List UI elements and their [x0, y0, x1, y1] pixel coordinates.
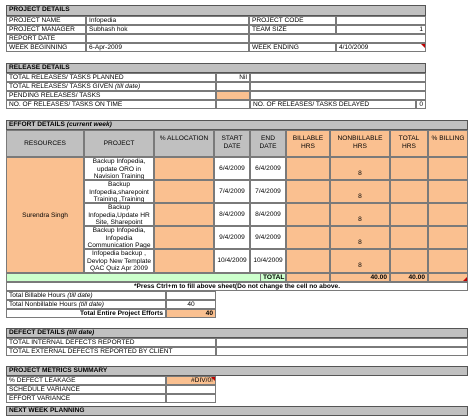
nonbillable-total-label-text: Total Nonbillable Hours: [9, 301, 77, 308]
col-billable-hrs[interactable]: BILLABLE HRS: [286, 130, 330, 157]
releases-planned-cell[interactable]: Nil: [216, 73, 250, 82]
effort-start-cell[interactable]: 7/4/2009: [214, 180, 250, 203]
effort-details-header-row: [6, 120, 468, 130]
defect-details-header-row: [6, 328, 468, 338]
total-billing-cell[interactable]: [428, 273, 468, 282]
col-end-date[interactable]: END DATE: [250, 130, 286, 157]
defect-leakage-row: [6, 376, 216, 385]
billable-total-label-text: Total Billable Hours: [9, 292, 66, 299]
schedule-variance-cell[interactable]: [166, 385, 216, 394]
project-name-label[interactable]: PROJECT NAME: [6, 16, 86, 25]
defect-leakage-cell[interactable]: [166, 376, 216, 385]
releases-given-cell[interactable]: [216, 82, 250, 91]
effort-start-cell[interactable]: 8/4/2009: [214, 203, 250, 226]
effort-billable-cell[interactable]: [286, 180, 330, 203]
releases-given-label[interactable]: [6, 82, 216, 91]
effort-row: [84, 180, 468, 203]
effort-billing-cell[interactable]: [428, 157, 468, 180]
col-start-date[interactable]: START DATE: [214, 130, 250, 157]
effort-total-cell[interactable]: [390, 180, 428, 203]
on-time-label[interactable]: NO. OF RELEASES/ TASKS ON TIME: [6, 100, 216, 109]
effort-variance-row: [6, 394, 216, 403]
effort-allocation-cell[interactable]: [154, 157, 214, 180]
nonbillable-total-cell[interactable]: 40: [166, 300, 216, 309]
col-nonbillable-hrs[interactable]: NONBILLABLE HRS: [330, 130, 390, 157]
project-code-label[interactable]: PROJECT CODE: [249, 16, 336, 25]
effort-total-cell[interactable]: [390, 226, 428, 249]
releases-planned-row: [6, 73, 426, 82]
project-name-cell[interactable]: Infopedia: [86, 16, 249, 25]
efforts-total-row: [6, 309, 216, 318]
metrics-header-row: [6, 366, 468, 376]
schedule-variance-label[interactable]: SCHEDULE VARIANCE: [6, 385, 166, 394]
releases-planned-filler[interactable]: [250, 73, 426, 82]
effort-project-cell[interactable]: Backup Infopedia,Update HR Site, Sharepoint: [84, 203, 154, 226]
week-ending-label[interactable]: WEEK ENDING: [249, 43, 336, 52]
effort-allocation-cell[interactable]: [154, 203, 214, 226]
effort-billing-cell[interactable]: [428, 249, 468, 273]
delayed-cell[interactable]: 0: [416, 100, 426, 109]
delayed-label[interactable]: NO. OF RELEASES/ TASKS DELAYED: [250, 100, 416, 109]
effort-total-cell[interactable]: [390, 249, 428, 273]
effort-end-cell[interactable]: 8/4/2009: [250, 203, 286, 226]
effort-total-cell[interactable]: [390, 203, 428, 226]
effort-billing-cell[interactable]: [428, 226, 468, 249]
total-nonbillable-cell[interactable]: 40.00: [330, 273, 390, 282]
effort-end-cell[interactable]: 7/4/2009: [250, 180, 286, 203]
report-date-filler[interactable]: [249, 34, 426, 43]
comment-indicator-icon: [463, 277, 467, 281]
billable-total-row: [6, 291, 216, 300]
col-allocation[interactable]: % ALLOCATION: [154, 130, 214, 157]
comment-indicator-icon: [211, 377, 215, 381]
releases-given-filler[interactable]: [250, 82, 426, 91]
effort-billable-cell[interactable]: [286, 157, 330, 180]
effort-variance-label[interactable]: EFFORT VARIANCE: [6, 394, 166, 403]
billable-total-note: (till date): [67, 292, 93, 299]
defect-leakage-value: #DIV/0!: [191, 377, 213, 384]
effort-row: [84, 226, 468, 249]
defect-details-title[interactable]: [6, 328, 468, 338]
report-date-label[interactable]: REPORT DATE: [6, 34, 86, 43]
release-details-title[interactable]: RELEASE DETAILS: [6, 63, 426, 73]
effort-billable-cell[interactable]: [286, 203, 330, 226]
total-label[interactable]: TOTAL: [260, 273, 286, 282]
effort-start-cell[interactable]: 6/4/2009: [214, 157, 250, 180]
on-time-row: [6, 100, 426, 109]
effort-nonbillable-cell[interactable]: 8: [330, 226, 390, 249]
effort-nonbillable-cell[interactable]: 8: [330, 157, 390, 180]
defect-details-note: (till date): [66, 329, 95, 336]
defect-details-title-text: DEFECT DETAILS: [9, 329, 65, 336]
effort-project-cell[interactable]: Backup Infopedia,sharepoint Training ,Training: [84, 180, 154, 203]
pending-releases-cell[interactable]: [216, 91, 250, 100]
effort-project-cell[interactable]: Backup Infopedia, Infopedia Communication Page: [84, 226, 154, 249]
effort-project-cell[interactable]: Infopedia backup , Devlop New Template QAC Quiz Apr 2009: [84, 249, 154, 273]
release-details-header-row: [6, 63, 426, 73]
project-name-row: [6, 16, 426, 25]
releases-planned-label[interactable]: TOTAL RELEASES/ TASKS PLANNED: [6, 73, 216, 82]
col-total-hrs[interactable]: TOTAL HRS: [390, 130, 428, 157]
effort-end-cell[interactable]: 9/4/2009: [250, 226, 286, 249]
external-defects-cell[interactable]: [216, 347, 468, 356]
internal-defects-label[interactable]: TOTAL INTERNAL DEFECTS REPORTED: [6, 338, 216, 347]
project-manager-row: [6, 25, 426, 34]
project-manager-label[interactable]: PROJECT MANAGER: [6, 25, 86, 34]
effort-end-cell[interactable]: 10/4/2009: [250, 249, 286, 273]
comment-indicator-icon: [421, 44, 425, 48]
team-size-cell[interactable]: 1: [336, 25, 426, 34]
effort-billable-cell[interactable]: [286, 226, 330, 249]
releases-given-row: [6, 82, 426, 91]
nonbillable-total-note: (till date): [78, 301, 104, 308]
effort-nonbillable-cell[interactable]: 8: [330, 203, 390, 226]
pending-releases-filler[interactable]: [250, 91, 426, 100]
effort-billing-cell[interactable]: [428, 203, 468, 226]
project-details-header-row: [6, 5, 426, 16]
external-defects-row: [6, 347, 468, 356]
effort-billing-cell[interactable]: [428, 180, 468, 203]
metrics-title[interactable]: PROJECT METRICS SUMMARY: [6, 366, 468, 376]
effort-column-headers: [6, 130, 468, 157]
nonbillable-total-row: [6, 300, 216, 309]
project-details-title[interactable]: PROJECT DETAILS: [6, 5, 426, 16]
effort-billable-cell[interactable]: [286, 249, 330, 273]
instruction-note[interactable]: *Press Ctrl+m to fill above sheet(Do not change the cell no above.: [6, 282, 468, 291]
next-week-header-row: [6, 406, 468, 416]
billable-total-cell[interactable]: [166, 291, 216, 300]
col-project[interactable]: PROJECT: [84, 130, 154, 157]
efforts-total-cell[interactable]: 40: [166, 309, 216, 318]
effort-variance-cell[interactable]: [166, 394, 216, 403]
on-time-cell[interactable]: [216, 100, 250, 109]
resource-cell[interactable]: Surendra Singh: [6, 157, 84, 273]
team-size-label[interactable]: TEAM SIZE: [249, 25, 336, 34]
releases-given-label-text: TOTAL RELEASES/ TASKS GIVEN: [9, 83, 114, 90]
effort-total-row: [6, 273, 468, 282]
internal-defects-row: [6, 338, 468, 347]
report-date-cell[interactable]: [86, 34, 249, 43]
effort-start-cell[interactable]: 10/4/2009: [214, 249, 250, 273]
nonbillable-total-label[interactable]: [6, 300, 166, 309]
schedule-variance-row: [6, 385, 216, 394]
next-week-title[interactable]: NEXT WEEK PLANNING: [6, 406, 468, 416]
effort-details-title-text: EFFORT DETAILS: [9, 121, 65, 128]
effort-end-cell[interactable]: 6/4/2009: [250, 157, 286, 180]
effort-total-cell[interactable]: [390, 157, 428, 180]
pending-releases-label[interactable]: PENDING RELEASES/ TASKS: [6, 91, 216, 100]
effort-details-title[interactable]: [6, 120, 468, 130]
internal-defects-cell[interactable]: [216, 338, 468, 347]
week-ending-cell[interactable]: [336, 43, 426, 52]
effort-allocation-cell[interactable]: [154, 249, 214, 273]
billable-total-label[interactable]: [6, 291, 166, 300]
effort-nonbillable-cell[interactable]: 8: [330, 249, 390, 273]
effort-row: [84, 249, 468, 273]
col-resources[interactable]: RESOURCES: [6, 130, 84, 157]
report-date-row: [6, 34, 426, 43]
effort-row: [84, 203, 468, 226]
efforts-total-label[interactable]: Total Entire Project Efforts: [6, 309, 166, 318]
project-manager-cell[interactable]: Subhash hok: [86, 25, 249, 34]
effort-project-cell[interactable]: Backup Infopedia, update ORO in Navision Training: [84, 157, 154, 180]
week-beginning-cell[interactable]: 6-Apr-2009: [86, 43, 249, 52]
total-billable-cell[interactable]: [286, 273, 330, 282]
effort-allocation-cell[interactable]: [154, 226, 214, 249]
effort-nonbillable-cell[interactable]: 8: [330, 180, 390, 203]
total-row-filler[interactable]: [6, 273, 286, 282]
releases-given-note: (till date): [114, 83, 141, 90]
total-hours-cell[interactable]: 40.00: [390, 273, 428, 282]
project-code-cell[interactable]: [336, 16, 426, 25]
effort-details-note: (current week): [66, 121, 112, 128]
note-row: [6, 282, 468, 291]
external-defects-label[interactable]: TOTAL EXTERNAL DEFECTS REPORTED BY CLIENT: [6, 347, 216, 356]
col-billing[interactable]: % BILLING: [428, 130, 468, 157]
defect-leakage-label[interactable]: % DEFECT LEAKAGE: [6, 376, 166, 385]
effort-row: [84, 157, 468, 180]
week-beginning-label[interactable]: WEEK BEGINNING: [6, 43, 86, 52]
effort-allocation-cell[interactable]: [154, 180, 214, 203]
pending-releases-row: [6, 91, 426, 100]
effort-start-cell[interactable]: 9/4/2009: [214, 226, 250, 249]
week-ending-value: 4/10/2009: [339, 44, 369, 51]
week-row: [6, 43, 426, 52]
